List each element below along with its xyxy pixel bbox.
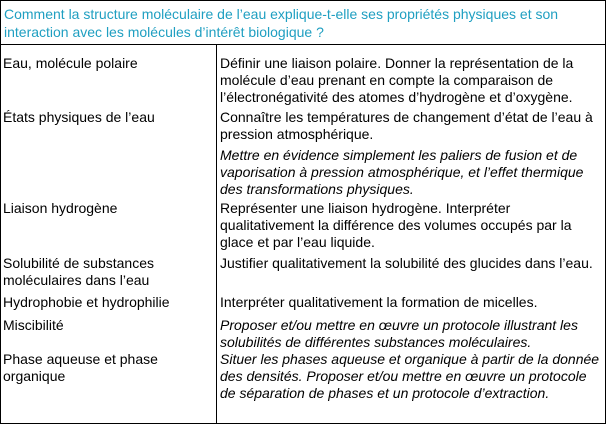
table-row-hydrogen-bond	[1, 200, 605, 252]
capacity-cell: Connaître les températures de changement d’état de l’eau à pression atmosphérique.	[220, 109, 593, 142]
notion-cell: Phase aqueuse et phase organique	[3, 351, 158, 384]
notion-cell: Eau, molécule polaire	[3, 55, 138, 71]
notions-capacities-table	[0, 44, 606, 424]
table-row-physical-states-italic	[1, 147, 605, 199]
capacity-cell: Représenter une liaison hydrogène. Interpréter qualitativement la différence des volumes occupés par la glace et par l’eau liquide.	[220, 200, 572, 250]
capacity-cell: Interpréter qualitativement la formation de micelles.	[220, 294, 538, 310]
capacity-cell: Proposer et/ou mettre en œuvre un protocole illustrant les solubilités de différentes substances moléculaires.	[220, 317, 578, 350]
table-row-miscibility	[1, 317, 605, 351]
capacity-cell: Justifier qualitativement la solubilité des glucides dans l’eau.	[220, 255, 593, 271]
notion-cell: Liaison hydrogène	[3, 200, 118, 216]
table-row-phases	[1, 351, 605, 421]
capacity-cell: Définir une liaison polaire. Donner la représentation de la molécule d’eau prenant en compte la comparaison de l’électronégativité des atomes d’hydrogène et d’oxygène.	[220, 55, 574, 105]
notion-cell: États physiques de l’eau	[3, 109, 155, 125]
table-row-physical-states	[1, 109, 605, 145]
notion-cell: Hydrophobie et hydrophilie	[3, 294, 170, 310]
table-row-water-polar	[1, 55, 605, 109]
capacity-cell: Situer les phases aqueuse et organique à partir de la donnée des densités. Proposer et/ou mettre en œuvre un protocole de séparation de phases et un protocole d’extraction.	[220, 351, 600, 401]
question-header	[0, 0, 606, 45]
question-text: Comment la structure moléculaire de l’eau explique-t-elle ses propriétés physiques et son interaction avec les molécules d’intérêt biologique ?	[4, 6, 559, 40]
notion-cell: Solubilité de substances moléculaires dans l’eau	[3, 255, 154, 288]
notion-cell: Miscibilité	[3, 317, 64, 333]
capacity-cell: Mettre en évidence simplement les paliers de fusion et de vaporisation à pression atmosphérique, et l’effet thermique des transformations physiques.	[220, 147, 584, 197]
table-row-solubility	[1, 255, 605, 291]
table-row-hydrophobie	[1, 294, 605, 312]
